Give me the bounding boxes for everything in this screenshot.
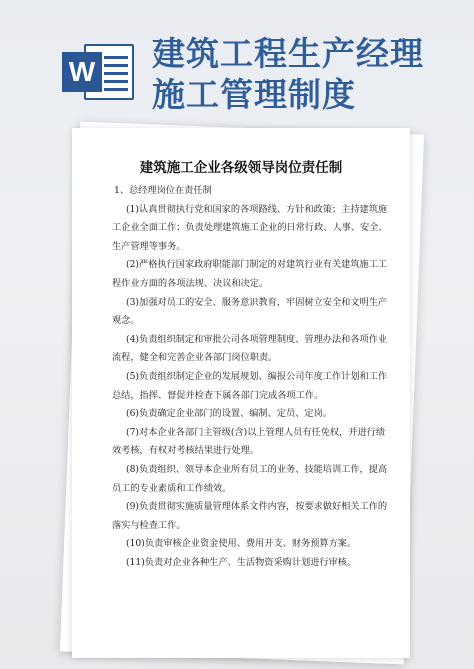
section-heading: 1、总经理岗位在责任制 [114,185,212,196]
word-badge: W [62,52,102,92]
paragraph-6: (6)负责确定企业部门的设置、编制、定员、定岗。 [126,408,332,420]
paragraph-10: (10)负责审核企业资金使用、费用开支、财务预算方案。 [126,538,357,550]
paragraph-11: (11)负责对企业各种生产、生活物资采购计划进行审核。 [126,556,357,568]
document-title: 建筑施工企业各级领导岗位责任制 [139,160,343,176]
page-title-line-2: 施工管理制度 [152,75,356,114]
word-document-icon [62,40,136,104]
paragraph-8: (8)负责组织、领导本企业所有员工的业务、技能培训工作，提高员工的专业素质和工作绩效。 [112,463,388,494]
paragraph-2: (2)严格执行国家政府职能部门制定的对建筑行业有关建筑施工工程作业方面的各项法规、决议和决定。 [112,259,388,289]
document-body [112,182,394,572]
paragraph-3: (3)加强对员工的安全、服务意识教育，牢固树立安全和文明生产观念。 [112,296,388,327]
header-banner [0,0,474,118]
document-page [72,128,410,658]
paragraph-1: (1)认真贯彻执行党和国家的各项路线、方针和政策；主持建筑施工企业全面工作；负责处理建筑施工企业的日常行政、人事、安全、生产管理等事务。 [112,203,388,252]
paragraph-7: (7)对本企业各部门主管级(含)以上管理人员有任免权，并进行绩效考核，有权对考核结果进行处理。 [112,426,386,457]
paragraph-4: (4)负责组织制定和审批公司各项管理制度、管理办法和各项作业流程，健全和完善企业各部门岗位职责。 [112,333,388,364]
paragraph-5: (5)负责组织制定企业的发展规划、编报公司年度工作计划和工作总结，指挥、督促并检查下属各部门完成各项工作。 [112,370,388,401]
paragraph-9: (9)负责贯彻实施质量管理体系文件内容，按要求做好相关工作的落实与检查工作。 [112,501,388,531]
page-title-line-1: 建筑工程生产经理 [152,34,424,73]
